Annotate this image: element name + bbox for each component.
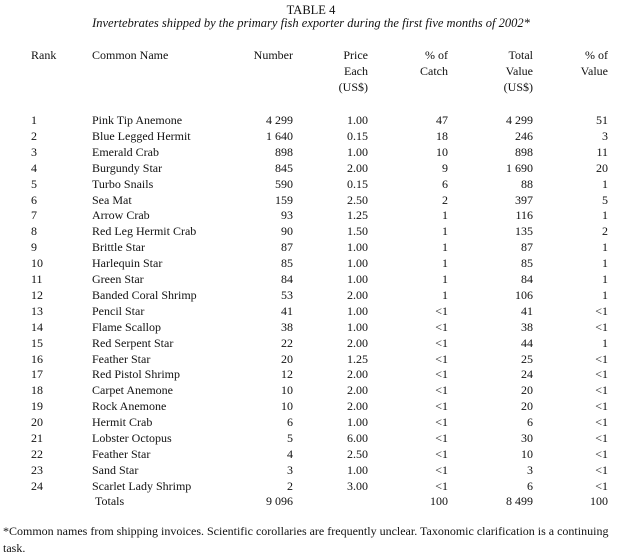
cell-rank: 11 [31, 272, 43, 286]
cell-pct-catch: <1 [435, 367, 448, 382]
cell-pct-value: <1 [595, 446, 608, 461]
cell-price: 1.25 [347, 208, 368, 223]
table-row [0, 112, 622, 128]
cell-rank: 21 [31, 431, 43, 445]
cell-rank: 18 [31, 383, 43, 398]
cell-common-name: Hermit Crab [92, 415, 153, 430]
table-row [0, 271, 622, 287]
table-row [0, 335, 622, 351]
totals-total-value: 8 499 [506, 494, 533, 508]
cell-pct-value: <1 [595, 319, 608, 334]
cell-pct-catch: 47 [436, 113, 448, 127]
cell-pct-catch: <1 [435, 446, 448, 461]
cell-common-name: Turbo Snails [92, 176, 154, 191]
cell-pct-catch: 9 [442, 160, 448, 175]
cell-number: 93 [281, 208, 293, 223]
cell-price: 2.00 [347, 383, 368, 398]
cell-total-value: 20 [521, 399, 533, 414]
cell-number: 38 [281, 319, 293, 334]
cell-pct-value: 20 [596, 160, 608, 175]
header-total-value [504, 47, 533, 95]
cell-number: 10 [281, 383, 293, 398]
table-row [0, 176, 622, 192]
header-pct-catch-line-2: Catch [420, 64, 448, 78]
header-number-line: Number [253, 48, 293, 62]
cell-pct-catch: <1 [435, 351, 448, 366]
table-caption: Invertebrates shipped by the primary fish exporter during the first five months of 2002* [92, 16, 530, 30]
cell-pct-value: <1 [595, 367, 608, 382]
cell-number: 10 [281, 399, 293, 414]
cell-number: 590 [275, 176, 293, 191]
cell-number: 87 [281, 240, 293, 255]
cell-total-value: 88 [521, 176, 533, 191]
cell-rank: 16 [31, 351, 43, 366]
cell-price: 1.00 [347, 144, 368, 159]
cell-pct-catch: 18 [436, 128, 448, 143]
totals-row [0, 493, 622, 509]
header-price-line-1: Price [343, 48, 368, 62]
cell-rank: 5 [31, 176, 37, 191]
header-pct-value-line-1: % of [585, 48, 608, 62]
cell-rank: 2 [31, 128, 37, 143]
cell-pct-catch: <1 [435, 478, 448, 493]
cell-pct-catch: <1 [435, 399, 448, 414]
cell-price: 1.00 [347, 319, 368, 334]
cell-number: 5 [287, 431, 293, 445]
cell-rank: 19 [31, 399, 43, 414]
cell-price: 2.00 [347, 399, 368, 414]
table-row [0, 351, 622, 367]
cell-common-name: Sea Mat [92, 192, 132, 207]
table-row [0, 478, 622, 494]
cell-common-name: Pink Tip Anemone [92, 113, 183, 127]
cell-common-name: Red Leg Hermit Crab [92, 224, 197, 239]
header-number [254, 47, 293, 63]
cell-common-name: Green Star [92, 272, 144, 286]
cell-rank: 24 [31, 478, 43, 493]
cell-number: 41 [281, 303, 293, 318]
cell-total-value: 87 [521, 240, 533, 255]
cell-total-value: 10 [521, 446, 533, 461]
cell-common-name: Brittle Star [92, 240, 145, 255]
header-pct-value-line-2: Value [580, 64, 608, 78]
cell-rank: 15 [31, 335, 43, 350]
cell-rank: 13 [31, 303, 43, 318]
cell-number: 20 [281, 351, 293, 366]
table-row [0, 366, 622, 382]
cell-pct-catch: <1 [435, 303, 448, 318]
cell-pct-catch: 1 [442, 208, 448, 223]
table-row [0, 382, 622, 398]
header-total-value-line-1: Total [508, 48, 533, 62]
cell-number: 1 640 [266, 128, 293, 143]
table-row [0, 239, 622, 255]
cell-common-name: Harlequin Star [92, 256, 163, 271]
cell-pct-catch: 1 [442, 256, 448, 271]
cell-number: 159 [275, 192, 293, 207]
cell-pct-value: <1 [595, 351, 608, 366]
header-total-value-line-2: Value [505, 64, 533, 78]
table-row [0, 255, 622, 271]
cell-pct-value: 2 [602, 224, 608, 239]
cell-total-value: 6 [527, 478, 533, 493]
cell-number: 84 [281, 272, 293, 286]
table-row [0, 223, 622, 239]
table-row [0, 207, 622, 223]
cell-rank: 3 [31, 144, 37, 159]
cell-pct-value: 1 [602, 208, 608, 223]
cell-common-name: Sand Star [92, 462, 139, 477]
cell-total-value: 24 [521, 367, 533, 382]
cell-pct-catch: <1 [435, 319, 448, 334]
cell-total-value: 20 [521, 383, 533, 398]
header-common-name [92, 47, 168, 63]
cell-pct-catch: <1 [435, 462, 448, 477]
cell-total-value: 38 [521, 319, 533, 334]
cell-number: 845 [275, 160, 293, 175]
cell-pct-value: 11 [596, 144, 608, 159]
cell-pct-value: <1 [595, 478, 608, 493]
cell-rank: 12 [31, 287, 43, 302]
cell-price: 0.15 [347, 176, 368, 191]
table-row [0, 462, 622, 478]
cell-pct-value: <1 [595, 462, 608, 477]
table-row [0, 398, 622, 414]
cell-price: 1.00 [347, 272, 368, 286]
cell-price: 2.00 [347, 367, 368, 382]
cell-price: 6.00 [347, 431, 368, 445]
cell-common-name: Lobster Octopus [92, 431, 172, 445]
table-row [0, 430, 622, 446]
table-row [0, 303, 622, 319]
cell-price: 2.00 [347, 160, 368, 175]
cell-price: 0.15 [347, 128, 368, 143]
cell-pct-catch: <1 [435, 383, 448, 398]
cell-price: 1.00 [347, 415, 368, 430]
cell-number: 3 [287, 462, 293, 477]
cell-price: 1.00 [347, 462, 368, 477]
cell-number: 2 [287, 478, 293, 493]
header-common-name-line: Common Name [92, 48, 169, 62]
cell-total-value: 44 [521, 335, 533, 350]
cell-price: 1.00 [347, 240, 368, 255]
cell-number: 6 [287, 415, 293, 430]
totals-pct-value: 100 [590, 494, 608, 508]
cell-pct-value: 1 [602, 176, 608, 191]
cell-rank: 14 [31, 319, 43, 334]
table-label: TABLE 4 [286, 3, 336, 17]
cell-pct-value: 51 [596, 113, 608, 127]
cell-common-name: Blue Legged Hermit [92, 128, 191, 143]
header-pct-catch [420, 47, 448, 79]
cell-pct-catch: <1 [435, 335, 448, 350]
cell-total-value: 6 [527, 415, 533, 430]
totals-pct-catch: 100 [430, 494, 448, 508]
cell-common-name: Flame Scallop [92, 319, 161, 334]
cell-total-value: 1 690 [506, 160, 533, 175]
cell-number: 90 [281, 224, 293, 239]
cell-price: 1.00 [347, 303, 368, 318]
table-row [0, 287, 622, 303]
cell-price: 2.00 [347, 335, 368, 350]
cell-pct-value: <1 [595, 383, 608, 398]
header-pct-catch-line-1: % of [425, 48, 448, 62]
totals-label: Totals [95, 494, 125, 508]
cell-number: 22 [281, 335, 293, 350]
cell-number: 898 [275, 144, 293, 159]
cell-common-name: Carpet Anemone [92, 383, 173, 398]
header-price-line-3: (US$) [338, 80, 368, 94]
cell-pct-catch: 10 [436, 144, 448, 159]
table-row [0, 446, 622, 462]
cell-common-name: Red Pistol Shrimp [92, 367, 181, 382]
cell-pct-value: <1 [595, 399, 608, 414]
cell-price: 1.00 [347, 256, 368, 271]
cell-pct-catch: 1 [442, 240, 448, 255]
cell-common-name: Rock Anemone [92, 399, 167, 414]
cell-total-value: 246 [515, 128, 533, 143]
cell-price: 1.50 [347, 224, 368, 239]
cell-price: 1.00 [347, 113, 368, 127]
table-row [0, 192, 622, 208]
cell-common-name: Feather Star [92, 446, 151, 461]
cell-total-value: 84 [521, 272, 533, 286]
cell-rank: 10 [31, 256, 43, 271]
cell-total-value: 3 [527, 462, 533, 477]
cell-rank: 1 [31, 113, 37, 127]
cell-rank: 8 [31, 224, 37, 239]
cell-number: 85 [281, 256, 293, 271]
table-row [0, 414, 622, 430]
totals-number: 9 096 [266, 494, 293, 508]
table-row [0, 144, 622, 160]
cell-total-value: 4 299 [506, 113, 533, 127]
cell-rank: 17 [31, 367, 43, 382]
table-row [0, 128, 622, 144]
header-pct-value [581, 47, 608, 79]
cell-pct-catch: 1 [442, 287, 448, 302]
cell-number: 53 [281, 287, 293, 302]
header-price [339, 47, 368, 95]
footnote: *Common names from shipping invoices. Scientific corollaries are frequently unclear. Taxonomic clarification is a continuing task. [3, 524, 609, 555]
cell-total-value: 116 [515, 208, 533, 223]
header-rank [31, 47, 56, 63]
header-rank-line: Rank [31, 48, 57, 62]
cell-pct-catch: <1 [435, 415, 448, 430]
cell-pct-value: 3 [602, 128, 608, 143]
cell-rank: 6 [31, 192, 37, 207]
cell-pct-value: 5 [602, 192, 608, 207]
cell-pct-catch: 6 [442, 176, 448, 191]
cell-common-name: Banded Coral Shrimp [92, 287, 197, 302]
cell-pct-value: 1 [602, 335, 608, 350]
cell-total-value: 30 [521, 431, 533, 445]
cell-pct-value: 1 [602, 287, 608, 302]
table-row [0, 160, 622, 176]
cell-rank: 4 [31, 160, 37, 175]
cell-rank: 22 [31, 446, 43, 461]
cell-pct-value: 1 [602, 272, 608, 286]
cell-rank: 20 [31, 415, 43, 430]
table-row [0, 319, 622, 335]
cell-price: 2.50 [347, 446, 368, 461]
cell-number: 12 [281, 367, 293, 382]
cell-total-value: 106 [515, 287, 533, 302]
cell-total-value: 135 [515, 224, 533, 239]
cell-pct-value: <1 [595, 303, 608, 318]
cell-total-value: 397 [515, 192, 533, 207]
cell-common-name: Emerald Crab [92, 144, 159, 159]
cell-pct-catch: 1 [442, 224, 448, 239]
cell-common-name: Arrow Crab [92, 208, 150, 223]
cell-pct-value: 1 [602, 240, 608, 255]
cell-common-name: Pencil Star [92, 303, 145, 318]
cell-rank: 7 [31, 208, 37, 223]
cell-common-name: Red Serpent Star [92, 335, 174, 350]
cell-common-name: Scarlet Lady Shrimp [92, 478, 192, 493]
cell-total-value: 85 [521, 256, 533, 271]
cell-price: 1.25 [347, 351, 368, 366]
cell-rank: 9 [31, 240, 37, 255]
cell-price: 2.50 [347, 192, 368, 207]
cell-pct-catch: 2 [442, 192, 448, 207]
cell-rank: 23 [31, 462, 43, 477]
header-price-line-2: Each [344, 64, 368, 78]
header-total-value-line-3: (US$) [503, 80, 533, 94]
cell-common-name: Burgundy Star [92, 160, 163, 175]
cell-number: 4 [287, 446, 293, 461]
cell-pct-value: 1 [602, 256, 608, 271]
cell-total-value: 898 [515, 144, 533, 159]
cell-total-value: 41 [521, 303, 533, 318]
cell-number: 4 299 [266, 113, 293, 127]
cell-pct-catch: 1 [442, 272, 448, 286]
cell-price: 3.00 [347, 478, 368, 493]
cell-common-name: Feather Star [92, 351, 151, 366]
cell-pct-catch: <1 [435, 431, 448, 445]
cell-pct-value: <1 [595, 431, 608, 445]
cell-pct-value: <1 [595, 415, 608, 430]
cell-total-value: 25 [521, 351, 533, 366]
cell-price: 2.00 [347, 287, 368, 302]
